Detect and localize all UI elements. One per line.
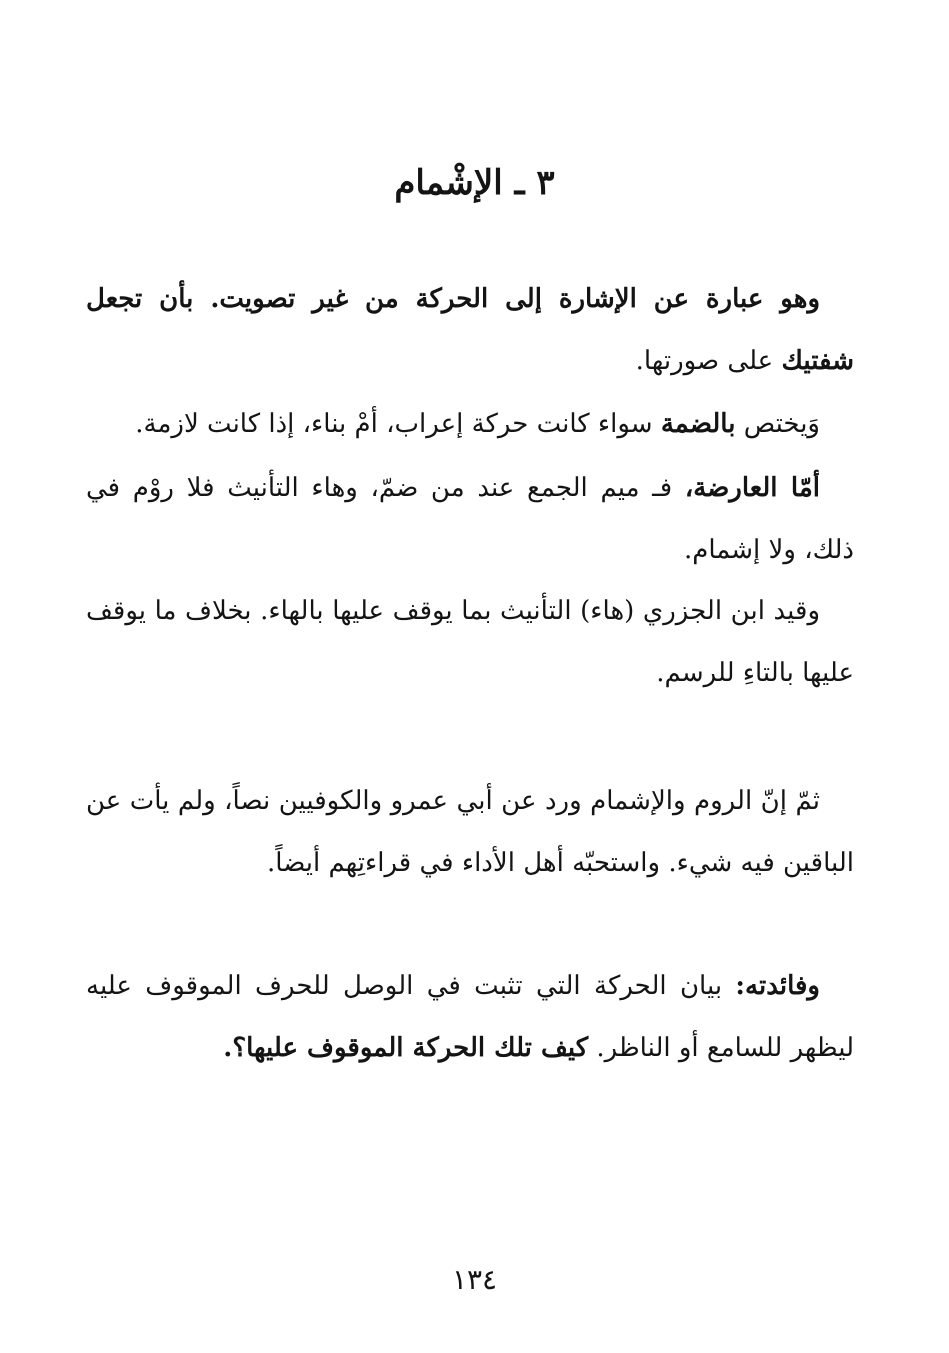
definition-continuation-text: على صورتها. — [635, 346, 774, 376]
scope-bold-term: بالضمة — [660, 409, 736, 439]
paragraph-narration: ثمّ إنّ الروم والإشمام ورد عن أبي عمرو والكوفيين نصاً، ولم يأت عن الباقين فيه شيء. واستحبّه أهل الأداء في قراءتِهم أيضاً. — [86, 786, 854, 878]
benefit-bold-question: كيف تلك الحركة الموقوف عليها؟. — [223, 1033, 589, 1063]
exception-rest-text: فـ ميم الجمع عند من ضمّ، وهاء التأنيث فلا روْم في ذلك، ولا إشمام. — [86, 473, 854, 565]
scope-lead-text: وَيختص — [735, 409, 820, 439]
scope-rest-text: سواء كانت حركة إعراب، أمْ بناء، إذا كانت لازمة. — [135, 409, 661, 439]
benefit-bold-lead: وفائدته: — [735, 971, 820, 1001]
exception-bold-term: أمّا العارضة، — [684, 473, 820, 503]
page-number: ١٣٤ — [451, 1263, 498, 1296]
benefit-middle-text: بيان الحركة التي تثبت في الوصل للحرف الموقوف عليه ليظهر للسامع أو الناظر. — [86, 971, 854, 1063]
paragraph-exception — [86, 457, 854, 581]
paragraph-benefit — [86, 955, 854, 1079]
section-title: ٣ ـ الإشْمام — [394, 162, 555, 203]
paragraph-scope — [86, 393, 854, 455]
paragraph-ibn-jazari: وقيد ابن الجزري (هاء) التأنيث بما يوقف عليها بالهاء. بخلاف ما يوقف عليها بالتاءِ للرسم. — [86, 596, 854, 688]
definition-bold-text: وهو عبارة عن الإشارة إلى الحركة من غير تصويت. بأن تجعل شفتيك — [86, 284, 854, 376]
paragraph-definition — [86, 268, 854, 392]
